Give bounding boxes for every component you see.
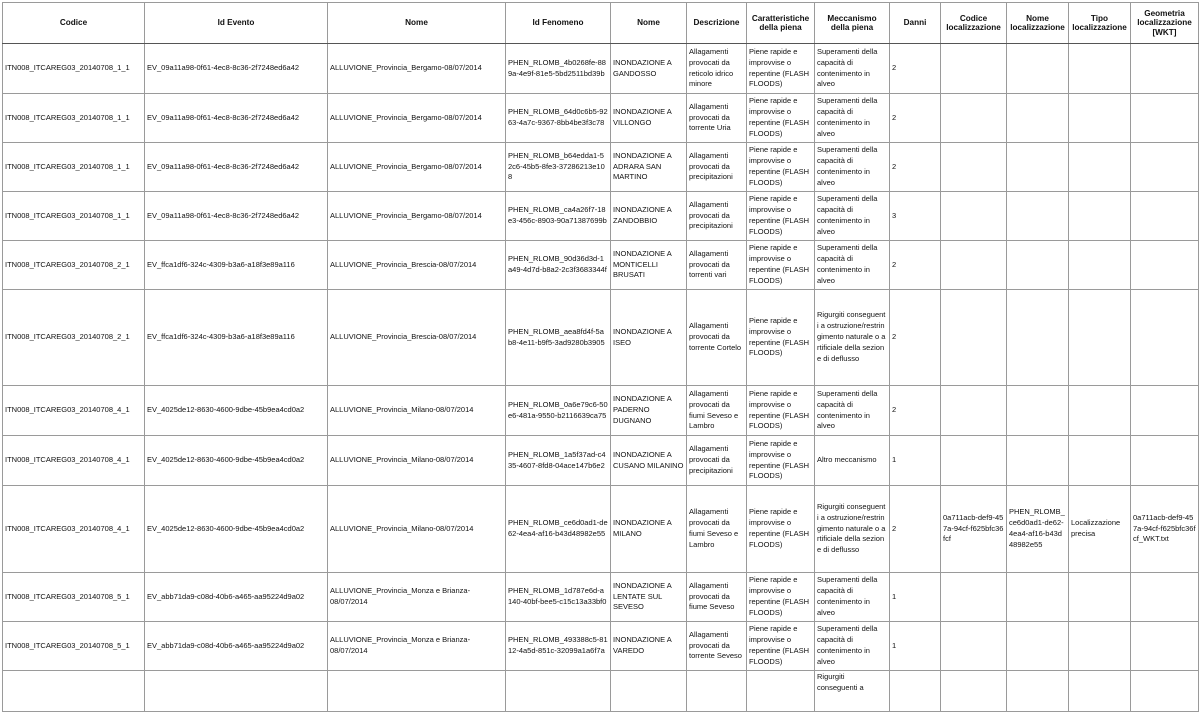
cell-caratteristiche[interactable] — [747, 671, 815, 712]
cell-meccanismo[interactable]: Rigurgiti conseguenti a — [815, 671, 890, 712]
cell-nome-evento[interactable]: ALLUVIONE_Provincia_Milano-08/07/2014 — [328, 386, 506, 436]
cell-nome[interactable]: INONDAZIONE A VAREDO — [611, 622, 687, 671]
cell-id-fenomeno[interactable]: PHEN_RLOMB_ce6d0ad1-de62-4ea4-af16-b43d48982e55 — [506, 486, 611, 573]
cell-caratteristiche[interactable]: Piene rapide e improvvise o repentine (FLASH FLOODS) — [747, 386, 815, 436]
cell-codice[interactable]: ITN008_ITCAREG03_20140708_2_1 — [3, 241, 145, 290]
cell-codice[interactable]: ITN008_ITCAREG03_20140708_1_1 — [3, 143, 145, 192]
cell-codice[interactable] — [3, 671, 145, 712]
cell-nome-evento[interactable]: ALLUVIONE_Provincia_Brescia-08/07/2014 — [328, 290, 506, 386]
cell-nome-evento[interactable]: ALLUVIONE_Provincia_Monza e Brianza-08/07/2014 — [328, 573, 506, 622]
cell-codice-localizzazione[interactable] — [941, 622, 1007, 671]
table-row — [3, 192, 1199, 241]
cell-nome-localizzazione[interactable] — [1007, 290, 1069, 386]
cell-meccanismo[interactable]: Superamenti della capacità di contenimento in alveo — [815, 622, 890, 671]
cell-geometria[interactable] — [1131, 290, 1199, 386]
cell-descrizione[interactable]: Allagamenti provocati da reticolo idrico minore — [687, 44, 747, 94]
column-header-tipo-localizzazione[interactable]: Tipo localizzazione — [1069, 3, 1131, 44]
cell-codice-localizzazione[interactable] — [941, 436, 1007, 486]
cell-codice-localizzazione[interactable] — [941, 290, 1007, 386]
cell-nome-evento[interactable]: ALLUVIONE_Provincia_Bergamo-08/07/2014 — [328, 192, 506, 241]
cell-nome-evento[interactable]: ALLUVIONE_Provincia_Bergamo-08/07/2014 — [328, 94, 506, 143]
cell-id-evento[interactable]: EV_abb71da9-c08d-40b6-a465-aa95224d9a02 — [145, 622, 328, 671]
cell-tipo-localizzazione[interactable] — [1069, 386, 1131, 436]
cell-id-evento[interactable]: EV_4025de12-8630-4600-9dbe-45b9ea4cd0a2 — [145, 386, 328, 436]
table-row — [3, 436, 1199, 486]
cell-geometria[interactable] — [1131, 573, 1199, 622]
cell-codice[interactable]: ITN008_ITCAREG03_20140708_4_1 — [3, 436, 145, 486]
cell-id-fenomeno[interactable]: PHEN_RLOMB_aea8fd4f-5ab8-4e11-b9f5-3ad9280b3905 — [506, 290, 611, 386]
cell-danni[interactable]: 2 — [890, 44, 941, 94]
cell-nome[interactable]: INONDAZIONE A ISEO — [611, 290, 687, 386]
cell-caratteristiche[interactable]: Piene rapide e improvvise o repentine (FLASH FLOODS) — [747, 622, 815, 671]
cell-nome-localizzazione[interactable]: PHEN_RLOMB_ce6d0ad1-de62-4ea4-af16-b43d48982e55 — [1007, 486, 1069, 573]
cell-codice[interactable]: ITN008_ITCAREG03_20140708_2_1 — [3, 290, 145, 386]
table-row — [3, 143, 1199, 192]
cell-nome-localizzazione[interactable] — [1007, 192, 1069, 241]
cell-id-evento[interactable]: EV_09a11a98-0f61-4ec8-8c36-2f7248ed6a42 — [145, 44, 328, 94]
table-row — [3, 241, 1199, 290]
cell-caratteristiche[interactable]: Piene rapide e improvvise o repentine (FLASH FLOODS) — [747, 192, 815, 241]
cell-nome-evento[interactable]: ALLUVIONE_Provincia_Bergamo-08/07/2014 — [328, 44, 506, 94]
cell-meccanismo[interactable]: Altro meccanismo — [815, 436, 890, 486]
cell-geometria[interactable] — [1131, 671, 1199, 712]
column-header-geometria[interactable]: Geometria localizzazione [WKT] — [1131, 3, 1199, 44]
cell-nome-localizzazione[interactable] — [1007, 622, 1069, 671]
cell-meccanismo[interactable]: Superamenti della capacità di contenimento in alveo — [815, 192, 890, 241]
cell-meccanismo[interactable]: Superamenti della capacità di contenimento in alveo — [815, 386, 890, 436]
cell-id-fenomeno[interactable]: PHEN_RLOMB_4b0268fe-889a-4e9f-81e5-5bd2511bd39b — [506, 44, 611, 94]
cell-codice-localizzazione[interactable] — [941, 573, 1007, 622]
cell-codice[interactable]: ITN008_ITCAREG03_20140708_4_1 — [3, 486, 145, 573]
cell-id-evento[interactable]: EV_4025de12-8630-4600-9dbe-45b9ea4cd0a2 — [145, 436, 328, 486]
cell-id-evento[interactable]: EV_ffca1df6-324c-4309-b3a6-a18f3e89a116 — [145, 290, 328, 386]
cell-danni[interactable]: 1 — [890, 622, 941, 671]
cell-geometria[interactable] — [1131, 241, 1199, 290]
cell-descrizione[interactable]: Allagamenti provocati da precipitazioni — [687, 143, 747, 192]
cell-nome[interactable]: INONDAZIONE A CUSANO MILANINO — [611, 436, 687, 486]
cell-danni[interactable]: 2 — [890, 143, 941, 192]
cell-nome[interactable]: INONDAZIONE A PADERNO DUGNANO — [611, 386, 687, 436]
cell-codice-localizzazione[interactable]: 0a711acb-def9-457a-94cf-f625bfc36fcf — [941, 486, 1007, 573]
cell-nome[interactable]: INONDAZIONE A ADRARA SAN MARTINO — [611, 143, 687, 192]
cell-meccanismo[interactable]: Superamenti della capacità di contenimento in alveo — [815, 241, 890, 290]
cell-nome[interactable]: INONDAZIONE A VILLONGO — [611, 94, 687, 143]
cell-caratteristiche[interactable]: Piene rapide e improvvise o repentine (FLASH FLOODS) — [747, 44, 815, 94]
cell-id-fenomeno[interactable]: PHEN_RLOMB_ca4a26f7-18e3-456c-8903-90a71387699b — [506, 192, 611, 241]
cell-nome-evento[interactable]: ALLUVIONE_Provincia_Bergamo-08/07/2014 — [328, 143, 506, 192]
cell-id-fenomeno[interactable]: PHEN_RLOMB_64d0c6b5-9263-4a7c-9367-8bb4be3f3c78 — [506, 94, 611, 143]
cell-nome-localizzazione[interactable] — [1007, 143, 1069, 192]
header-row — [3, 3, 1199, 44]
cell-tipo-localizzazione[interactable] — [1069, 290, 1131, 386]
cell-caratteristiche[interactable]: Piene rapide e improvvise o repentine (FLASH FLOODS) — [747, 486, 815, 573]
column-header-codice[interactable]: Codice — [3, 3, 145, 44]
cell-codice[interactable]: ITN008_ITCAREG03_20140708_1_1 — [3, 94, 145, 143]
cell-nome[interactable]: INONDAZIONE A MILANO — [611, 486, 687, 573]
cell-codice[interactable]: ITN008_ITCAREG03_20140708_1_1 — [3, 192, 145, 241]
cell-codice-localizzazione[interactable] — [941, 94, 1007, 143]
column-header-danni[interactable]: Danni — [890, 3, 941, 44]
column-header-nome-evento[interactable]: Nome — [328, 3, 506, 44]
cell-meccanismo[interactable]: Superamenti della capacità di contenimento in alveo — [815, 573, 890, 622]
column-header-id-evento[interactable]: Id Evento — [145, 3, 328, 44]
table-row — [3, 671, 1199, 712]
cell-nome-evento[interactable]: ALLUVIONE_Provincia_Brescia-08/07/2014 — [328, 241, 506, 290]
cell-nome-localizzazione[interactable] — [1007, 241, 1069, 290]
cell-geometria[interactable]: 0a711acb-def9-457a-94cf-f625bfc36fcf_WKT.txt — [1131, 486, 1199, 573]
column-header-nome[interactable]: Nome — [611, 3, 687, 44]
cell-nome-evento[interactable] — [328, 671, 506, 712]
cell-id-evento[interactable]: EV_4025de12-8630-4600-9dbe-45b9ea4cd0a2 — [145, 486, 328, 573]
cell-tipo-localizzazione[interactable] — [1069, 573, 1131, 622]
cell-tipo-localizzazione[interactable] — [1069, 143, 1131, 192]
cell-id-fenomeno[interactable]: PHEN_RLOMB_b64edda1-52c6-45b5-8fe3-37286213e108 — [506, 143, 611, 192]
cell-tipo-localizzazione[interactable] — [1069, 192, 1131, 241]
cell-caratteristiche[interactable]: Piene rapide e improvvise o repentine (FLASH FLOODS) — [747, 94, 815, 143]
cell-geometria[interactable] — [1131, 44, 1199, 94]
cell-meccanismo[interactable]: Superamenti della capacità di contenimento in alveo — [815, 94, 890, 143]
cell-nome-evento[interactable]: ALLUVIONE_Provincia_Milano-08/07/2014 — [328, 486, 506, 573]
cell-meccanismo[interactable]: Rigurgiti conseguenti a ostruzione/restringimento naturale o artificiale della sezione di deflusso — [815, 290, 890, 386]
cell-id-evento[interactable]: EV_ffca1df6-324c-4309-b3a6-a18f3e89a116 — [145, 241, 328, 290]
cell-danni[interactable]: 2 — [890, 486, 941, 573]
cell-descrizione[interactable] — [687, 671, 747, 712]
column-header-caratteristiche[interactable]: Caratteristiche della piena — [747, 3, 815, 44]
cell-descrizione[interactable]: Allagamenti provocati da torrenti vari — [687, 241, 747, 290]
cell-geometria[interactable] — [1131, 436, 1199, 486]
cell-danni[interactable] — [890, 671, 941, 712]
cell-danni[interactable]: 1 — [890, 573, 941, 622]
cell-nome-localizzazione[interactable] — [1007, 436, 1069, 486]
cell-danni[interactable]: 2 — [890, 241, 941, 290]
cell-geometria[interactable] — [1131, 192, 1199, 241]
cell-tipo-localizzazione[interactable] — [1069, 436, 1131, 486]
cell-tipo-localizzazione[interactable] — [1069, 44, 1131, 94]
cell-nome[interactable] — [611, 671, 687, 712]
cell-descrizione[interactable]: Allagamenti provocati da torrente Uria — [687, 94, 747, 143]
cell-meccanismo[interactable]: Superamenti della capacità di contenimento in alveo — [815, 143, 890, 192]
cell-nome[interactable]: INONDAZIONE A MONTICELLI BRUSATI — [611, 241, 687, 290]
cell-nome-localizzazione[interactable] — [1007, 671, 1069, 712]
cell-danni[interactable]: 2 — [890, 290, 941, 386]
table-row — [3, 573, 1199, 622]
cell-nome-evento[interactable]: ALLUVIONE_Provincia_Milano-08/07/2014 — [328, 436, 506, 486]
cell-geometria[interactable] — [1131, 622, 1199, 671]
column-header-nome-localizzazione[interactable]: Nome localizzazione — [1007, 3, 1069, 44]
cell-tipo-localizzazione[interactable] — [1069, 622, 1131, 671]
table-row — [3, 44, 1199, 94]
cell-descrizione[interactable]: Allagamenti provocati da fiumi Seveso e Lambro — [687, 386, 747, 436]
cell-descrizione[interactable]: Allagamenti provocati da precipitazioni — [687, 436, 747, 486]
cell-nome-evento[interactable]: ALLUVIONE_Provincia_Monza e Brianza-08/07/2014 — [328, 622, 506, 671]
cell-codice-localizzazione[interactable] — [941, 143, 1007, 192]
cell-id-fenomeno[interactable] — [506, 671, 611, 712]
cell-codice-localizzazione[interactable] — [941, 44, 1007, 94]
cell-geometria[interactable] — [1131, 94, 1199, 143]
cell-nome[interactable]: INONDAZIONE A GANDOSSO — [611, 44, 687, 94]
flood-events-table — [2, 2, 1199, 712]
cell-descrizione[interactable]: Allagamenti provocati da fiume Seveso — [687, 573, 747, 622]
cell-nome-localizzazione[interactable] — [1007, 573, 1069, 622]
cell-nome-localizzazione[interactable] — [1007, 386, 1069, 436]
cell-danni[interactable]: 1 — [890, 436, 941, 486]
cell-codice[interactable]: ITN008_ITCAREG03_20140708_4_1 — [3, 386, 145, 436]
cell-caratteristiche[interactable]: Piene rapide e improvvise o repentine (FLASH FLOODS) — [747, 436, 815, 486]
cell-nome[interactable]: INONDAZIONE A LENTATE SUL SEVESO — [611, 573, 687, 622]
cell-caratteristiche[interactable]: Piene rapide e improvvise o repentine (FLASH FLOODS) — [747, 573, 815, 622]
column-header-id-fenomeno[interactable]: Id Fenomeno — [506, 3, 611, 44]
cell-caratteristiche[interactable]: Piene rapide e improvvise o repentine (FLASH FLOODS) — [747, 143, 815, 192]
cell-codice-localizzazione[interactable] — [941, 241, 1007, 290]
cell-geometria[interactable] — [1131, 143, 1199, 192]
cell-descrizione[interactable]: Allagamenti provocati da torrente Cortelo — [687, 290, 747, 386]
cell-id-evento[interactable]: EV_09a11a98-0f61-4ec8-8c36-2f7248ed6a42 — [145, 94, 328, 143]
table-row — [3, 486, 1199, 573]
column-header-descrizione[interactable]: Descrizione — [687, 3, 747, 44]
cell-id-fenomeno[interactable]: PHEN_RLOMB_1d787e6d-a140-40bf-bee5-c15c13a33bf0 — [506, 573, 611, 622]
cell-tipo-localizzazione[interactable] — [1069, 241, 1131, 290]
table-row — [3, 94, 1199, 143]
cell-id-evento[interactable]: EV_abb71da9-c08d-40b6-a465-aa95224d9a02 — [145, 573, 328, 622]
table-row — [3, 290, 1199, 386]
cell-id-evento[interactable] — [145, 671, 328, 712]
cell-id-evento[interactable]: EV_09a11a98-0f61-4ec8-8c36-2f7248ed6a42 — [145, 143, 328, 192]
cell-codice-localizzazione[interactable] — [941, 671, 1007, 712]
cell-codice[interactable]: ITN008_ITCAREG03_20140708_5_1 — [3, 622, 145, 671]
cell-nome-localizzazione[interactable] — [1007, 44, 1069, 94]
table-row — [3, 386, 1199, 436]
cell-codice-localizzazione[interactable] — [941, 386, 1007, 436]
cell-codice-localizzazione[interactable] — [941, 192, 1007, 241]
cell-descrizione[interactable]: Allagamenti provocati da torrente Seveso — [687, 622, 747, 671]
cell-tipo-localizzazione[interactable] — [1069, 671, 1131, 712]
cell-danni[interactable]: 3 — [890, 192, 941, 241]
cell-codice[interactable]: ITN008_ITCAREG03_20140708_5_1 — [3, 573, 145, 622]
cell-nome[interactable]: INONDAZIONE A ZANDOBBIO — [611, 192, 687, 241]
cell-id-fenomeno[interactable]: PHEN_RLOMB_0a6e79c6-50e6-481a-9550-b2116639ca75 — [506, 386, 611, 436]
cell-id-fenomeno[interactable]: PHEN_RLOMB_90d36d3d-1a49-4d7d-b8a2-2c3f3683344f — [506, 241, 611, 290]
cell-codice[interactable]: ITN008_ITCAREG03_20140708_1_1 — [3, 44, 145, 94]
column-header-codice-localizzazione[interactable]: Codice localizzazione — [941, 3, 1007, 44]
cell-caratteristiche[interactable]: Piene rapide e improvvise o repentine (FLASH FLOODS) — [747, 241, 815, 290]
cell-danni[interactable]: 2 — [890, 94, 941, 143]
cell-id-fenomeno[interactable]: PHEN_RLOMB_493388c5-8112-4a5d-851c-32099a1a6f7a — [506, 622, 611, 671]
cell-nome-localizzazione[interactable] — [1007, 94, 1069, 143]
cell-tipo-localizzazione[interactable]: Localizzazione precisa — [1069, 486, 1131, 573]
table-row — [3, 622, 1199, 671]
cell-meccanismo[interactable]: Superamenti della capacità di contenimento in alveo — [815, 44, 890, 94]
cell-descrizione[interactable]: Allagamenti provocati da precipitazioni — [687, 192, 747, 241]
cell-danni[interactable]: 2 — [890, 386, 941, 436]
cell-id-fenomeno[interactable]: PHEN_RLOMB_1a5f37ad-c435-4607-8fd8-04ace147b6e2 — [506, 436, 611, 486]
column-header-meccanismo[interactable]: Meccanismo della piena — [815, 3, 890, 44]
cell-geometria[interactable] — [1131, 386, 1199, 436]
cell-caratteristiche[interactable]: Piene rapide e improvvise o repentine (FLASH FLOODS) — [747, 290, 815, 386]
cell-descrizione[interactable]: Allagamenti provocati da fiumi Seveso e Lambro — [687, 486, 747, 573]
spreadsheet-sheet — [2, 2, 1198, 692]
cell-meccanismo[interactable]: Rigurgiti conseguenti a ostruzione/restringimento naturale o artificiale della sezione di deflusso — [815, 486, 890, 573]
cell-tipo-localizzazione[interactable] — [1069, 94, 1131, 143]
cell-id-evento[interactable]: EV_09a11a98-0f61-4ec8-8c36-2f7248ed6a42 — [145, 192, 328, 241]
